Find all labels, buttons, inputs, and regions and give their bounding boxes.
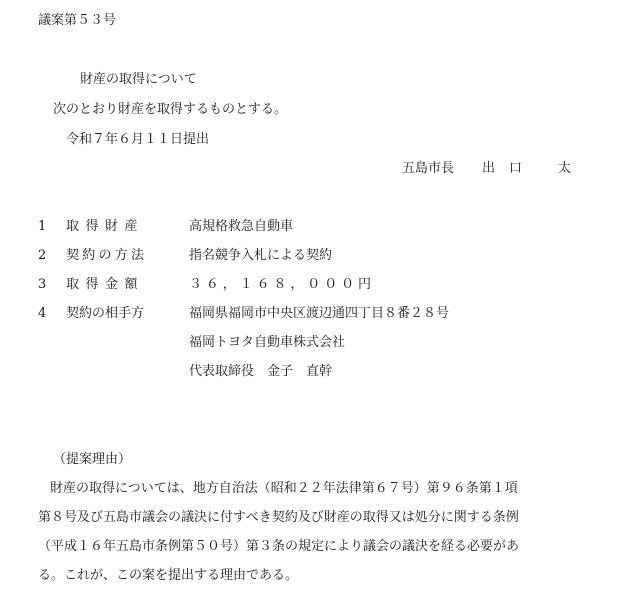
item-number: 4 (38, 306, 47, 321)
item-value: 福岡県福岡市中央区渡辺通四丁目８番２８号 (189, 306, 450, 321)
submitter-name-family: 出 (482, 161, 496, 176)
submitter-name-given-2: 太 (558, 161, 572, 176)
document-subject: 財産の取得について (80, 72, 197, 87)
item-label: 取得財産 (66, 219, 145, 234)
reason-line: （平成１６年五島市条例第５０号）第３条の規定により議会の議決を経る必要があ (38, 539, 520, 554)
bill-number: 議案第５３号 (38, 13, 117, 28)
item-number: 2 (38, 248, 47, 263)
reason-heading: （提案理由） (53, 452, 132, 467)
submitted-date: 令和７年６月１１日提出 (66, 132, 210, 147)
item-number: 1 (38, 219, 47, 234)
reason-line: 第８号及び五島市議会の議決に付すべき契約及び財産の取得又は処分に関する条例 (38, 510, 519, 525)
counterparty-representative: 代表取締役 金子 直幹 (189, 364, 333, 379)
item-label: 契約の相手方 (66, 306, 145, 321)
intro-sentence: 次のとおり財産を取得するものとする。 (53, 102, 288, 117)
item-value: ３６，１６８，０００円 (189, 277, 375, 292)
item-label: 取得金額 (66, 277, 145, 292)
reason-line: 財産の取得については、地方自治法（昭和２２年法律第６７号）第９６条第１項 (50, 481, 518, 496)
reason-line: る。これが、この案を提出する理由である。 (38, 568, 299, 583)
counterparty-company: 福岡トヨタ自動車株式会社 (189, 335, 346, 350)
item-number: 3 (38, 277, 47, 292)
submitter-title: 五島市長 (402, 161, 455, 176)
item-label: 契約の方法 (66, 248, 148, 263)
item-value: 指名競争入札による契約 (189, 248, 333, 263)
submitter-name-given-1: 口 (509, 161, 523, 176)
item-value: 高規格救急自動車 (189, 219, 294, 234)
